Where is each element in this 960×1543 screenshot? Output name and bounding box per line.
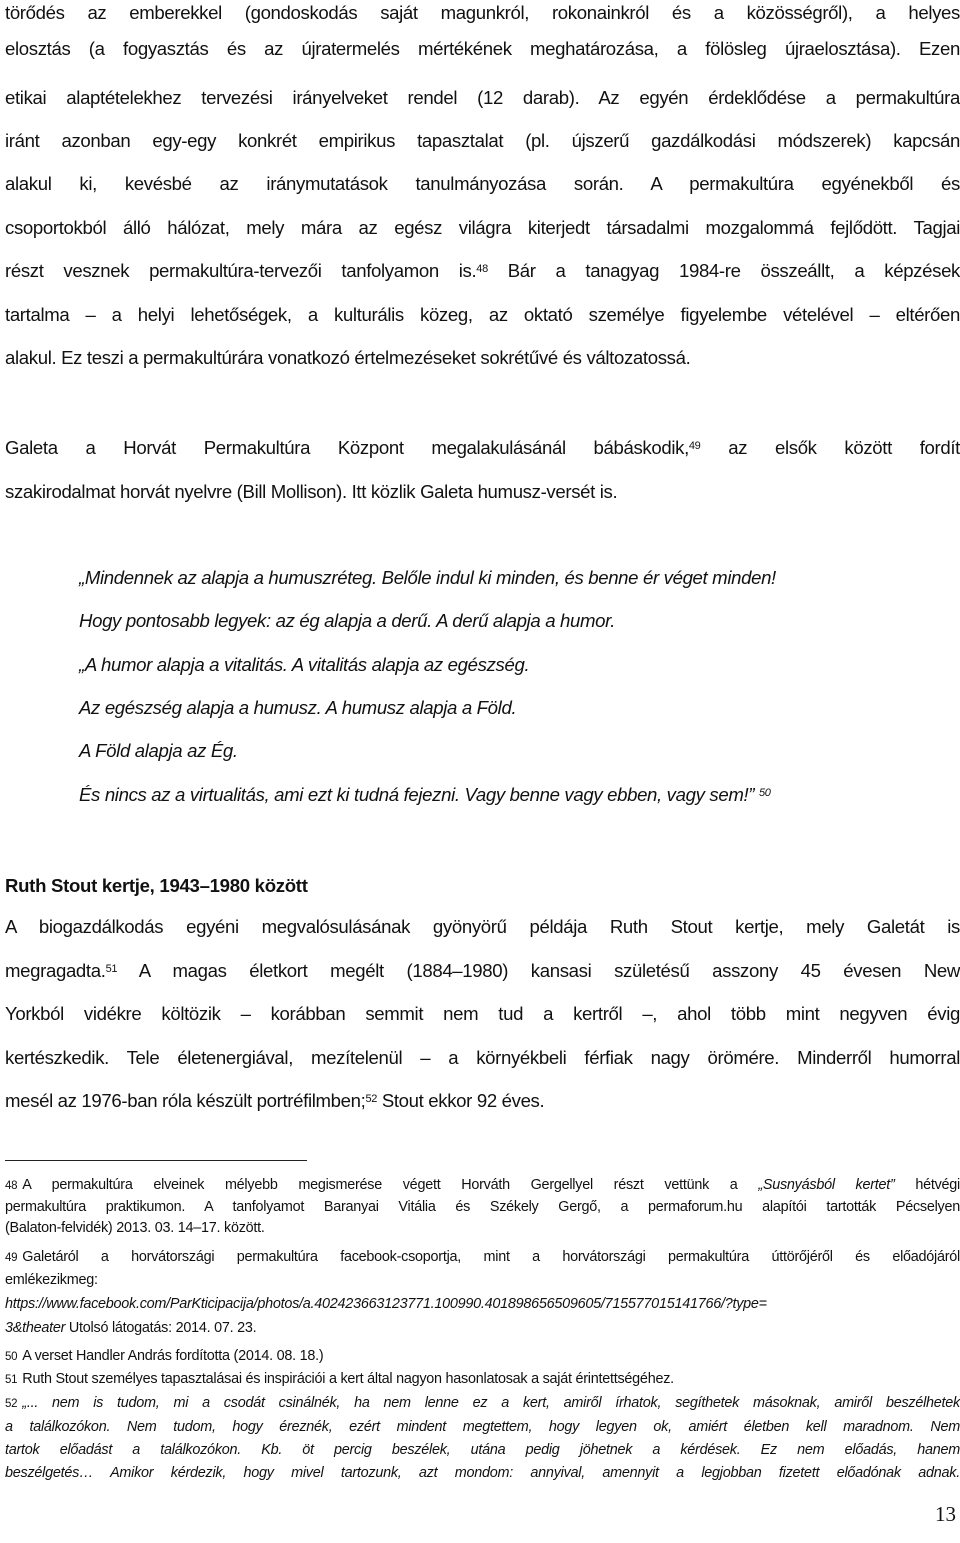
footnote-text: meg: — [66, 1272, 98, 1288]
footnote-ref[interactable]: 48 — [476, 262, 488, 275]
footnote-50 — [5, 1346, 960, 1369]
body-line: A biogazdálkodás egyéni megvalósulásának gyönyörű példája Ruth Stout kertje, mely Galetát is — [5, 916, 960, 937]
footnote-49 — [5, 1247, 960, 1270]
footnote-line: (Balaton-felvidék) 2013. 03. 14–17. között. — [5, 1220, 265, 1236]
body-line: alakul ki, kevésbé az iránymutatások tanulmányozása során. A permakultúra egyénekből és — [5, 173, 960, 194]
body-line: Yorkból vidékre költözik – korábban semmit nem tud a kertről –, ahol több mint negyven évig — [5, 1003, 960, 1024]
body-text: az elsők között fordít — [700, 437, 960, 458]
poem-line: „A humor alapja a vitalitás. A vitalitás alapja az egészség. — [79, 654, 530, 675]
poem-line: Az egészség alapja a humusz. A humusz alapja a Föld. — [79, 697, 517, 718]
body-line — [5, 1086, 960, 1116]
body-line — [5, 433, 960, 463]
poem-text: És nincs az a virtualitás, ami ezt ki tudná fejezni. Vagy benne vagy ebben, vagy sem!” — [79, 784, 755, 805]
footnote-line: tartok előadást a találkozókon. Kb. öt percig beszélek, utána pedig jöhetnek a kérdések. Ez nem előadás, hanem — [5, 1442, 960, 1458]
body-line — [5, 256, 960, 286]
poem-line: „Mindennek az alapja a humuszréteg. Belőle indul ki minden, és benne ér véget minden! — [79, 567, 776, 588]
footnote-title: „Susnyásból kertet” — [758, 1177, 895, 1193]
body-line: kertészkedik. Tele életenergiával, mezítelenül – a környékbeli férfiak nagy örömére. Minderről humorral — [5, 1047, 960, 1068]
body-text: Galeta a Horvát Permakultúra Központ megalakulásánál bábáskodik, — [5, 437, 689, 458]
body-text: mesél az 1976-ban róla készült portréfilmben; — [5, 1090, 366, 1111]
footnote-ref[interactable]: 49 — [688, 439, 701, 452]
footnote-51 — [5, 1369, 960, 1392]
footnote-ref[interactable]: 51 — [105, 962, 118, 975]
footnote-text: Utolsó látogatás: 2014. 07. 23. — [65, 1320, 257, 1336]
footnote-ref[interactable]: 50 — [758, 786, 771, 799]
body-line: etikai alaptételekhez tervezési irányelveket rendel (12 darab). Az egyén érdeklődése a permakultúra — [5, 87, 960, 108]
footnote-number: 50 — [5, 1351, 18, 1363]
footnote-text: A verset Handler András fordította (2014. 08. 18.) — [22, 1348, 324, 1364]
footnote-line: permakultúra praktikumon. A tanfolyamot Baranyai Vitália és Székely Gergő, a permaforum.hu alapítói tartották Pécselyen — [5, 1199, 960, 1215]
footnote-number: 52 — [5, 1398, 18, 1410]
body-text: Stout ekkor 92 éves. — [377, 1090, 545, 1111]
body-line: tartalma – a helyi lehetőségek, a kulturális közeg, az oktató személye figyelembe vételével – eltérően — [5, 304, 960, 325]
body-line: csoportokból álló hálózat, mely mára az egész világra kiterjedt társadalmi mozgalommá fejlődött. Tagjai — [5, 217, 960, 238]
body-line: alakul. Ez teszi a permakultúrára vonatkozó értelmezéseket sokrétűvé és változatossá. — [5, 347, 691, 368]
poem-line: Hogy pontosabb legyek: az ég alapja a derű. A derű alapja a humor. — [79, 610, 616, 631]
body-text: Bár a tanagyag 1984-re összeállt, a képzések — [487, 260, 960, 281]
body-text: A magas életkort megélt (1884–1980) kansasi születésű asszony 45 évesen New — [117, 960, 960, 981]
poem-line: A Föld alapja az Ég. — [79, 740, 238, 761]
footnote-ref[interactable]: 52 — [365, 1092, 377, 1105]
footnote-48 — [5, 1175, 960, 1198]
footnote-number: 51 — [5, 1374, 18, 1386]
body-line: szakirodalmat horvát nyelvre (Bill Mollison). Itt közlik Galeta humusz-versét is. — [5, 481, 618, 502]
footnote-line: beszélgetés… Amikor kérdezik, hogy mivel tartozunk, azt mondom: annyival, amennyit a legjobban fizetett előadónak adnak. — [5, 1465, 960, 1481]
footnote-text: Galetáról a horvátországi permakultúra facebook-csoportja, mint a horvátországi permakultúra úttörőjéről és előadójáról — [22, 1249, 960, 1265]
body-text: megragadta. — [5, 960, 106, 981]
body-line: törődés az emberekkel (gondoskodás saját magunkról, rokonainkról és a közösségről), a helyes — [5, 2, 960, 23]
footnote-line: a találkozókon. Nem tudom, hogy éreznék, ezért mindent megtettem, hogy legyen ok, amiért életben kell maradnom. Nem — [5, 1419, 960, 1435]
footnote-text: hétvégi — [894, 1177, 960, 1193]
footnote-line — [5, 1270, 960, 1292]
poem-line — [79, 780, 771, 810]
section-heading: Ruth Stout kertje, 1943–1980 között — [5, 875, 308, 896]
footnote-text: emlékezik — [5, 1272, 67, 1288]
footnote-number: 48 — [5, 1180, 18, 1192]
footnote-52 — [5, 1393, 960, 1416]
footnote-link[interactable]: https://www.facebook.com/ParKticipacija/photos/a.402423663123771.100990.401898656509605/715577015141766/?type= — [5, 1296, 767, 1312]
body-line: iránt azonban egy-egy konkrét empirikus tapasztalat (pl. újszerű gazdálkodási módszerek) kapcsán — [5, 130, 960, 151]
footnote-text: „... nem is tudom, mi a csodát csinálnék, ha nem lenne ez a kert, amiről írhatok, segíthetek másoknak, amiről beszélhetek — [22, 1395, 960, 1411]
footnote-line — [5, 1318, 960, 1340]
footnote-link[interactable]: 3&theater — [5, 1320, 66, 1336]
footnote-text: A permakultúra elveinek mélyebb megismerése végett Horváth Gergellyel részt vettünk a — [22, 1177, 759, 1193]
footnote-separator — [5, 1160, 307, 1161]
footnote-number: 49 — [5, 1252, 18, 1264]
body-text: részt vesznek permakultúra-tervezői tanfolyamon is. — [5, 260, 477, 281]
body-line — [5, 956, 960, 986]
page-number: 13 — [935, 1502, 956, 1526]
footnote-text: Ruth Stout személyes tapasztalásai és inspirációi a kert által nagyon hasonlatosak a saját érintettségéhez. — [22, 1371, 674, 1387]
body-line: elosztás (a fogyasztás és az újratermelés mértékének meghatározása, a fölösleg újraelosztása). Ezen — [5, 38, 960, 59]
